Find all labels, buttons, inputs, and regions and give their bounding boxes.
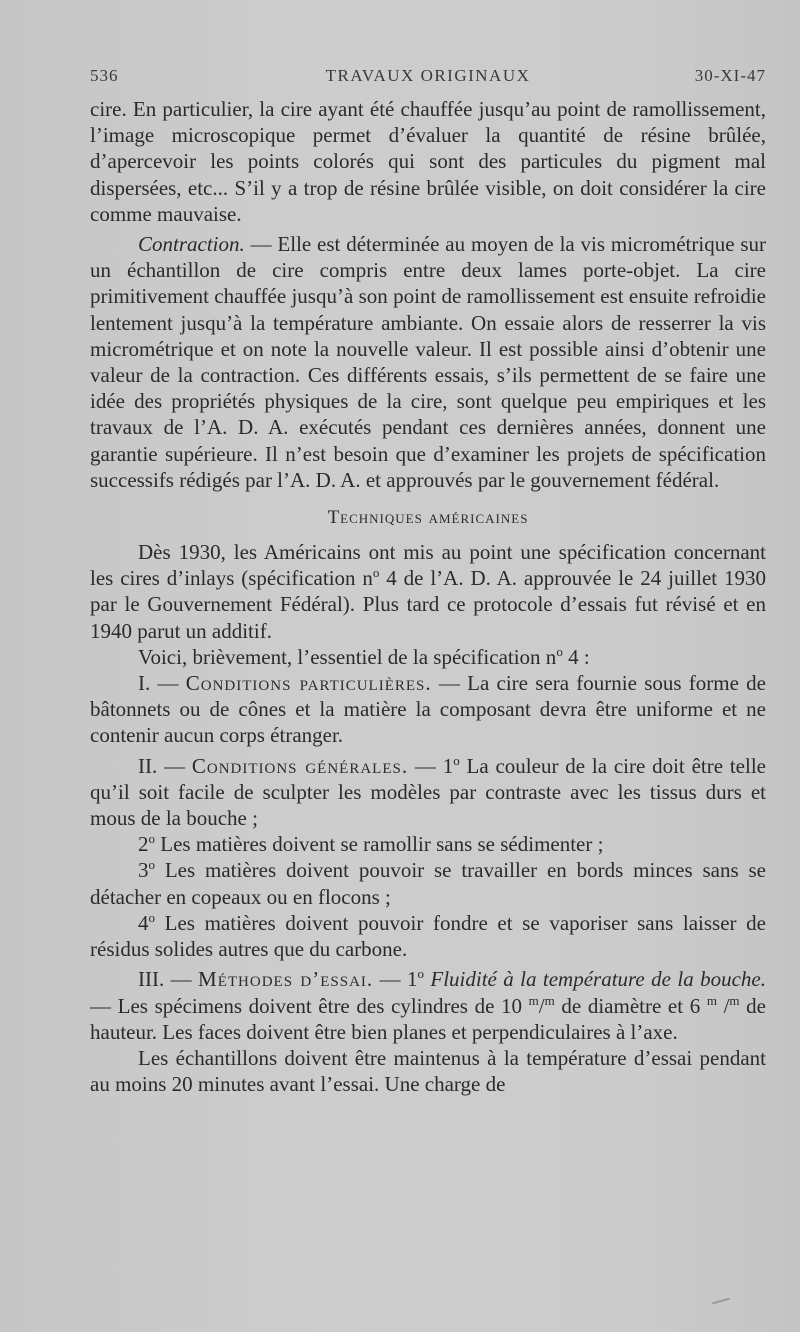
list-item-2: 2$^o$ Les matières doivent se ramollir sans se sédimenter ; <box>138 831 604 857</box>
fluidite-heading: Fluidité à la température de la bouche. <box>423 967 766 992</box>
paragraph-contraction <box>90 231 766 493</box>
document-page <box>90 66 766 1097</box>
page-number: 536 <box>90 66 119 85</box>
methodes-essai-label: Méthodes d’essai. <box>198 967 374 992</box>
paragraph-methodes-essai: III. — Méthodes d’essai. — 1$^o$ Fluidité à la température de la bouche. — Les spécimens doivent être des cylindres de 10 $^m$/$^m$ de diamètre et 6 $^m$ /$^m$ de hauteur. Les faces doivent être bien planes et perpendiculaires à l’axe. <box>90 966 766 1044</box>
header-date: 30-XI-47 <box>694 66 766 85</box>
section-heading: Techniques américaines <box>327 507 529 529</box>
paragraph-voici: Voici, brièvement, l’essentiel de la spécification $n^o$ 4 : <box>138 643 590 669</box>
conditions-generales-label: Conditions générales. <box>191 753 409 778</box>
ink-mark <box>712 1298 730 1305</box>
list-item-3: 3$^o$ Les matières doivent pouvoir se travailler en bords minces sans se détacher en copeaux ou en flocons ; <box>90 857 766 909</box>
contraction-text: — Elle est déterminée au moyen de la vis micrométrique sur un échantillon de cire compris entre deux lames porte-objet. La cire primitivement chauffée jusqu’à son point de ramollissement est ensuite refroidie lentement jusqu’à la température ambiante. On essaie alors de resserrer la vis micrométrique et on note la nouvelle valeur. Il est possible ainsi d’obtenir une valeur de la contraction. Ces différents essais, s’ils permettent de se faire une idée des propriétés physiques de la cire, sont quelque peu empiriques et les travaux de l’A. D. A. exécutés pendant ces dernières années, donnent une garantie supérieure. Il n’est besoin que d’examiner les projets de spécification successifs rédigés par l’A. D. A. et approuvés par le gouvernement fédéral. <box>90 232 766 492</box>
conditions-particulieres-label: Conditions particulières. <box>185 671 432 696</box>
paragraph-cire: cire. En particulier, la cire ayant été chauffée jusqu’au point de ramollissement, l’image microscopique permet d’évaluer la quantité de résine brûlée, d’apercevoir les points colorés qui sont des particules du pigment mal dispersées, etc... S’il y a trop de résine brûlée visible, on doit considérer la cire comme mauvaise. <box>90 97 766 226</box>
running-header <box>90 66 766 96</box>
paragraph-conditions-generales: II. — Conditions générales. — 1$^o$ La couleur de la cire doit être telle qu’il soit facile de sculpter les modèles par contraste avec les tissus durs et mous de la bouche ; <box>90 752 766 831</box>
list-item-4: 4$^o$ Les matières doivent pouvoir fondre et se vaporiser sans laisser de résidus solides autres que du carbone. <box>90 909 766 962</box>
contraction-label: Contraction. <box>138 232 245 257</box>
running-title: TRAVAUX ORIGINAUX <box>325 66 531 85</box>
paragraph-conditions-particulieres: I. — Conditions particulières. — La cire sera fournie sous forme de bâtonnets ou de cônes et la matière la composant devra être uniforme et ne contenir aucun corps étranger. <box>90 671 766 748</box>
paragraph-echantillons: Les échantillons doivent être maintenus à la température d’essai pendant au moins 20 minutes avant l’essai. Une charge de <box>90 1045 766 1097</box>
paragraph-americains: Dès 1930, les Américains ont mis au point une spécification concernant les cires d’inlays (spécification $n^o$ 4 de l’A. D. A. approuvée le 24 juillet 1930 par le Gouvernement Fédéral). Plus tard ce protocole d’essais fut révisé et en 1940 parut un additif. <box>90 540 766 643</box>
